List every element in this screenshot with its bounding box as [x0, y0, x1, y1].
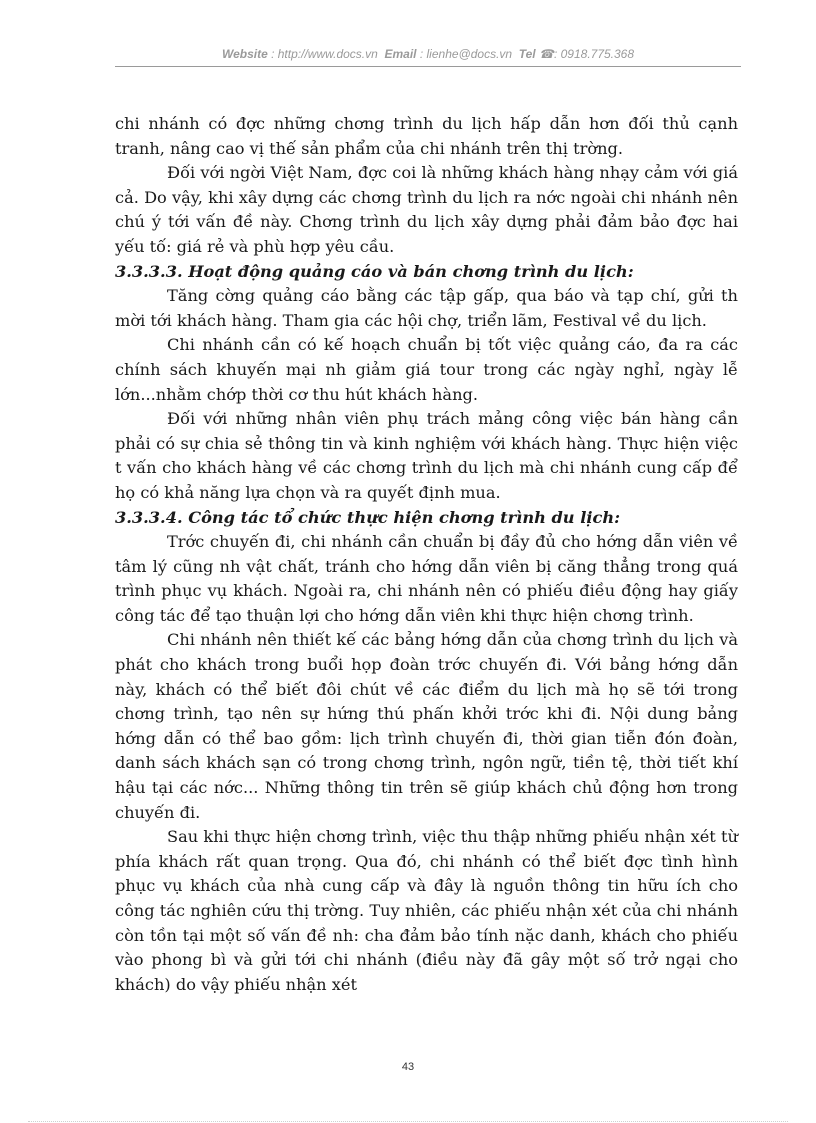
section-heading-3-3-3-4: 3.3.3.4. Công tác tổ chức thực hiện chơng trình du lịch:	[115, 507, 621, 527]
header-divider	[115, 66, 741, 67]
document-body	[115, 112, 738, 997]
paragraph-1: chi nhánh có đợc những chơng trình du lịch hấp dẫn hơn đối thủ cạnh tranh, nâng cao vị thế sản phẩm của chi nhánh trên thị trờng.	[115, 114, 738, 158]
paragraph-5: Đối với những nhân viên phụ trách mảng công việc bán hàng cần phải có sự chia sẻ thông tin và kinh nghiệm với khách hàng. Thực hiện việc t vấn cho khách hàng về các chơng trình du lịch mà chi nhánh cung cấp để họ có khả năng lựa chọn và ra quyết định mua.	[115, 409, 738, 502]
paragraph-4: Chi nhánh cần có kế hoạch chuẩn bị tốt việc quảng cáo, đa ra các chính sách khuyến mại nh giảm giá tour trong các ngày nghỉ, ngày lễ lớn...nhằm chớp thời cơ thu hút khách hàng.	[115, 335, 738, 404]
tel-label: Tel	[518, 47, 536, 61]
paragraph-6: Trớc chuyến đi, chi nhánh cần chuẩn bị đầy đủ cho hớng dẫn viên về tâm lý cũng nh vật chất, tránh cho hớng dẫn viên bị căng thẳng trong quá trình phục vụ khách. Ngoài ra, chi nhánh nên có phiếu điều động hay giấy công tác để tạo thuận lợi cho hớng dẫn viên khi thực hiện chơng trình.	[115, 532, 738, 625]
section-heading-3-3-3-3: 3.3.3.3. Hoạt động quảng cáo và bán chơng trình du lịch:	[115, 261, 634, 281]
email-value: : lienhe@docs.vn	[419, 47, 513, 61]
email-label: Email	[384, 47, 417, 61]
phone-icon: ☎	[539, 47, 554, 61]
page-number: 43	[401, 1061, 415, 1073]
page-bottom-border	[28, 1121, 788, 1122]
website-label: Website	[221, 47, 268, 61]
paragraph-8: Sau khi thực hiện chơng trình, việc thu thập những phiếu nhận xét từ phía khách rất quan trọng. Qua đó, chi nhánh có thể biết đợc tình hình phục vụ khách của nhà cung cấp và đây là nguồn thông tin hữu ích cho công tác nghiên cứu thị trờng. Tuy nhiên, các phiếu nhận xét của chi nhánh còn tồn tại một số vấn đề nh: cha đảm bảo tính nặc danh, khách cho phiếu vào phong bì và gửi tới chi nhánh (điều này đã gây một số trở ngại cho khách) do vậy phiếu nhận xét	[115, 827, 738, 994]
page-header	[115, 47, 741, 61]
paragraph-3: Tăng cờng quảng cáo bằng các tập gấp, qua báo và tạp chí, gửi th mời tới khách hàng. Tham gia các hội chợ, triển lãm, Festival về du lịch.	[115, 286, 738, 330]
website-value: : http://www.docs.vn	[271, 47, 378, 61]
paragraph-7: Chi nhánh nên thiết kế các bảng hớng dẫn của chơng trình du lịch và phát cho khách trong buổi họp đoàn trớc chuyến đi. Với bảng hớng dẫn này, khách có thể biết đôi chút về các điểm du lịch mà họ sẽ tới trong chơng trình, tạo nên sự hứng thú phấn khởi trớc khi đi. Nội dung bảng hớng dẫn có thể bao gồm: lịch trình chuyến đi, thời gian tiễn đón đoàn, danh sách khách sạn có trong chơng trình, ngôn ngữ, tiền tệ, thời tiết khí hậu tại các nớc... Những thông tin trên sẽ giúp khách chủ động hơn trong chuyến đi.	[115, 630, 738, 822]
tel-value: : 0918.775.368	[553, 47, 635, 61]
paragraph-2: Đối với ngời Việt Nam, đợc coi là những khách hàng nhạy cảm với giá cả. Do vậy, khi xây dựng các chơng trình du lịch ra nớc ngoài chi nhánh nên chú ý tới vấn đề này. Chơng trình du lịch xây dựng phải đảm bảo đợc hai yếu tố: giá rẻ và phù hợp yêu cầu.	[115, 163, 738, 256]
